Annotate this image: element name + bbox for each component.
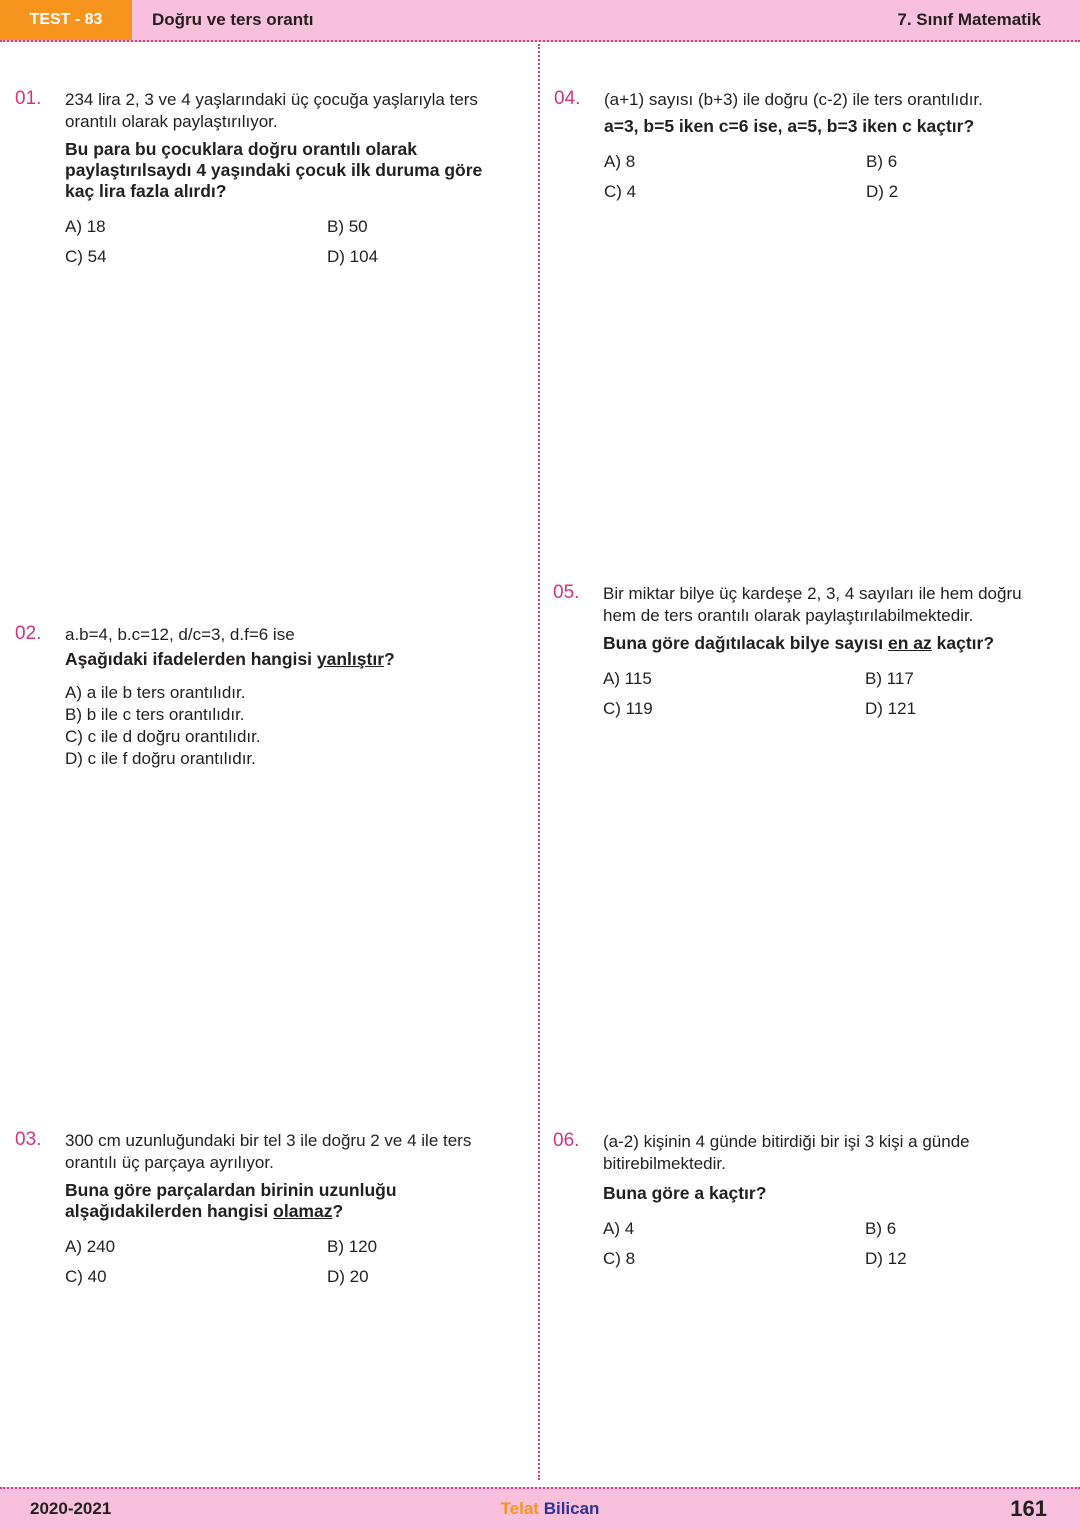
option-c[interactable]: C) 8 <box>603 1249 636 1268</box>
prompt-end: ? <box>332 1201 344 1221</box>
question-04 <box>554 88 1054 203</box>
option-a[interactable]: A) 4 <box>603 1219 635 1238</box>
option-a[interactable]: A) 240 <box>65 1237 116 1256</box>
option-d[interactable]: D) 20 <box>327 1267 369 1286</box>
prompt-text: Buna göre dağıtılacak bilye sayısı <box>603 633 888 653</box>
question-prompt <box>65 649 515 670</box>
prompt-emphasis: yanlıştır <box>316 649 385 669</box>
author-name <box>0 1489 1080 1529</box>
prompt-end: ? <box>384 649 395 669</box>
option-b[interactable]: B) 6 <box>866 152 898 171</box>
option-a[interactable]: A) 115 <box>603 669 652 688</box>
question-number: 03. <box>15 1129 42 1150</box>
topic-title: Doğru ve ters orantı <box>152 10 314 29</box>
answer-options <box>65 216 515 268</box>
answer-options <box>603 668 1055 720</box>
option-d[interactable]: D) 121 <box>865 699 917 718</box>
page-header <box>0 0 1080 42</box>
question-stem: 300 cm uzunluğundaki bir tel 3 ile doğru 2 ve 4 ile ters orantılı üç parçaya ayrılıyor. <box>65 1131 472 1172</box>
option-d[interactable]: D) c ile f doğru orantılıdır. <box>65 749 256 768</box>
question-05 <box>553 582 1055 720</box>
question-prompt: Bu para bu çocuklara doğru orantılı olarak paylaştırılsaydı 4 yaşındaki çocuk ilk duruma göre kaç lira fazla alırdı? <box>65 139 483 201</box>
prompt-emphasis: olamaz <box>273 1201 333 1221</box>
school-year: 2020-2021 <box>30 1499 112 1518</box>
question-number: 05. <box>553 582 580 603</box>
option-a[interactable]: A) a ile b ters orantılıdır. <box>65 683 246 702</box>
option-c[interactable]: C) 54 <box>65 247 107 266</box>
option-b[interactable]: B) b ile c ters orantılıdır. <box>65 705 245 724</box>
question-stem: Bir miktar bilye üç kardeşe 2, 3, 4 sayıları ile hem doğru hem de ters orantılı olarak paylaştırılabilmektedir. <box>603 584 1022 625</box>
option-c[interactable]: C) 119 <box>603 699 653 718</box>
subject-title: 7. Sınıf Matematik <box>897 10 1041 29</box>
option-a[interactable]: A) 18 <box>65 217 106 236</box>
option-d[interactable]: D) 12 <box>865 1249 907 1268</box>
page-number: 161 <box>1010 1496 1047 1521</box>
question-stem: (a-2) kişinin 4 günde bitirdiği bir işi 3 kişi a günde bitirebilmektedir. <box>603 1132 970 1173</box>
option-b[interactable]: B) 120 <box>327 1237 378 1256</box>
question-stem: a.b=4, b.c=12, d/c=3, d.f=6 ise <box>65 625 295 644</box>
option-b[interactable]: B) 6 <box>865 1219 897 1238</box>
answer-options <box>65 1236 515 1288</box>
prompt-text: Buna göre parçalardan birinin uzunluğu alşağıdakilerden hangisi <box>65 1180 397 1221</box>
option-d[interactable]: D) 2 <box>866 182 899 201</box>
page-footer <box>0 1487 1080 1529</box>
answer-options <box>604 151 1054 203</box>
option-b[interactable]: B) 50 <box>327 217 368 236</box>
prompt-end: kaçtır? <box>931 633 995 653</box>
answer-options <box>603 1218 1053 1270</box>
author-last-name: Bilican <box>543 1499 600 1518</box>
prompt-emphasis: en az <box>887 633 932 653</box>
question-01 <box>15 88 515 268</box>
option-c[interactable]: C) 40 <box>65 1267 107 1286</box>
option-c[interactable]: C) c ile d doğru orantılıdır. <box>65 727 261 746</box>
column-divider <box>538 44 540 1480</box>
option-a[interactable]: A) 8 <box>604 152 636 171</box>
question-number: 04. <box>554 88 581 109</box>
question-number: 02. <box>15 623 42 644</box>
question-prompt: a=3, b=5 iken c=6 ise, a=5, b=3 iken c kaçtır? <box>604 116 975 136</box>
question-prompt <box>603 633 1055 654</box>
option-b[interactable]: B) 117 <box>865 669 914 688</box>
author-first-name: Telat <box>500 1499 539 1518</box>
option-c[interactable]: C) 4 <box>604 182 637 201</box>
test-label: TEST - 83 <box>0 0 132 40</box>
prompt-text: Aşağıdaki ifadelerden hangisi <box>65 649 317 669</box>
question-prompt <box>65 1180 505 1222</box>
question-02 <box>15 623 515 770</box>
answer-options <box>65 682 515 770</box>
question-number: 01. <box>15 88 42 109</box>
question-06 <box>553 1130 1053 1270</box>
question-number: 06. <box>553 1130 580 1151</box>
question-03 <box>15 1129 515 1288</box>
question-stem: (a+1) sayısı (b+3) ile doğru (c-2) ile ters orantılıdır. <box>604 90 983 109</box>
question-prompt: Buna göre a kaçtır? <box>603 1183 767 1203</box>
question-stem: 234 lira 2, 3 ve 4 yaşlarındaki üç çocuğa yaşlarıyla ters orantılı olarak paylaştırılıyor. <box>65 90 478 131</box>
option-d[interactable]: D) 104 <box>327 247 379 266</box>
